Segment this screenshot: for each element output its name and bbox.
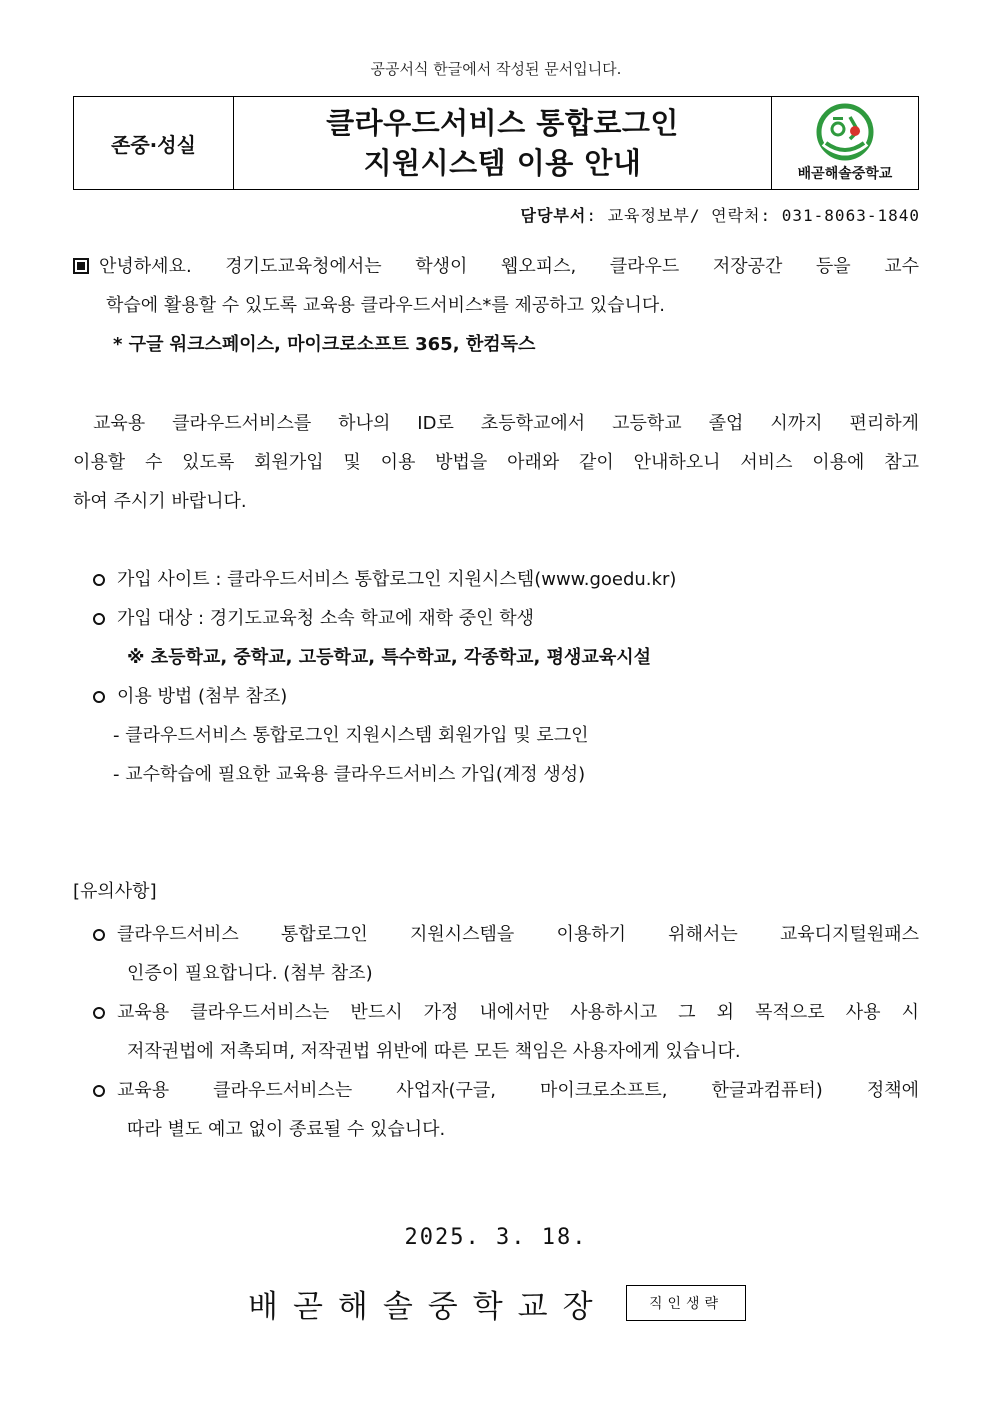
circle-bullet-icon (93, 929, 105, 941)
caution-item-3-text: 교육용 클라우드서비스는 사업자(구글, 마이크로소프트, 한글과컴퓨터) 정책에 (117, 1080, 919, 1101)
school-logo (772, 97, 918, 189)
circle-bullet-icon (93, 1007, 105, 1019)
official-seal-omitted: 직인생략 (626, 1285, 746, 1321)
item-signup-target (93, 599, 919, 638)
intro-line-2: 학습에 활용할 수 있도록 교육용 클라우드서비스*를 제공하고 있습니다. (106, 295, 666, 316)
intro-line-1 (73, 247, 919, 286)
caution-item-3-line-1 (93, 1071, 919, 1110)
item-signup-site (93, 560, 919, 599)
item-signup-site-text: 가입 사이트 : 클라우드서비스 통합로그인 지원시스템(www.goedu.kr) (117, 569, 677, 590)
document-notice: 공공서식 한글에서 작성된 문서입니다. (370, 60, 622, 78)
body-paragraph-line-3: 하여 주시기 바랍니다. (73, 491, 247, 512)
caution-item-2-line-2: 저작권법에 저촉되며, 저작권법 위반에 따른 모든 책임은 사용자에게 있습니다. (127, 1041, 741, 1062)
usage-sub-item-1: - 클라우드서비스 통합로그인 지원시스템 회원가입 및 로그인 (113, 725, 589, 746)
caution-heading: [유의사항] (73, 881, 157, 902)
department-label: 담당부서 (520, 206, 587, 225)
title-line-2: 지원시스템 이용 안내 (363, 146, 642, 180)
document-title (234, 97, 772, 189)
caution-item-1-line-1 (93, 915, 919, 954)
body-paragraph-line-2: 이용할 수 있도록 회원가입 및 이용 방법을 아래와 같이 안내하오니 서비스 이용에 참고 (73, 452, 919, 473)
document-header (73, 96, 919, 190)
title-line-1: 클라우드서비스 통합로그인 (326, 106, 679, 140)
school-logo-name: 배곧해솔중학교 (797, 166, 893, 182)
school-emblem-icon (814, 103, 876, 161)
caution-item-2-line-1 (93, 993, 919, 1032)
circle-bullet-icon (93, 613, 105, 625)
item-usage-method (93, 677, 919, 716)
filled-square-bullet-icon (73, 258, 89, 274)
caution-item-1-line-2: 인증이 필요합니다. (첨부 참조) (127, 963, 373, 984)
circle-bullet-icon (93, 574, 105, 586)
caution-item-2-text: 교육용 클라우드서비스는 반드시 가정 내에서만 사용하시고 그 외 목적으로 사용 시 (117, 1002, 919, 1023)
caution-item-3-line-2: 따라 별도 예고 없이 종료될 수 있습니다. (127, 1119, 446, 1140)
intro-footnote: * 구글 워크스페이스, 마이크로소프트 365, 한컴독스 (113, 334, 536, 355)
circle-bullet-icon (93, 1085, 105, 1097)
department-contact (521, 203, 921, 226)
circle-bullet-icon (93, 691, 105, 703)
department-value: : 교육정보부/ 연락처: 031-8063-1840 (586, 206, 920, 225)
item-usage-method-text: 이용 방법 (첨부 참조) (117, 686, 288, 707)
body-paragraph-line-1: 교육용 클라우드서비스를 하나의 ID로 초등학교에서 고등학교 졸업 시까지 편리하게 (93, 413, 919, 434)
item-signup-target-text: 가입 대상 : 경기도교육청 소속 학교에 재학 중인 학생 (117, 608, 534, 629)
usage-sub-item-2: - 교수학습에 필요한 교육용 클라우드서비스 가입(계정 생성) (113, 764, 586, 785)
caution-item-1-text: 클라우드서비스 통합로그인 지원시스템을 이용하기 위해서는 교육디지털원패스 (117, 924, 919, 945)
item-target-note: ※ 초등학교, 중학교, 고등학교, 특수학교, 각종학교, 평생교육시설 (127, 647, 651, 668)
document-date: 2025. 3. 18. (404, 1225, 588, 1250)
school-motto: 존중·성실 (74, 97, 234, 189)
principal-signature: 배곧해솔중학교장 (248, 1289, 608, 1325)
intro-text-1: 안녕하세요. 경기도교육청에서는 학생이 웹오피스, 클라우드 저장공간 등을 교수 (99, 256, 919, 277)
